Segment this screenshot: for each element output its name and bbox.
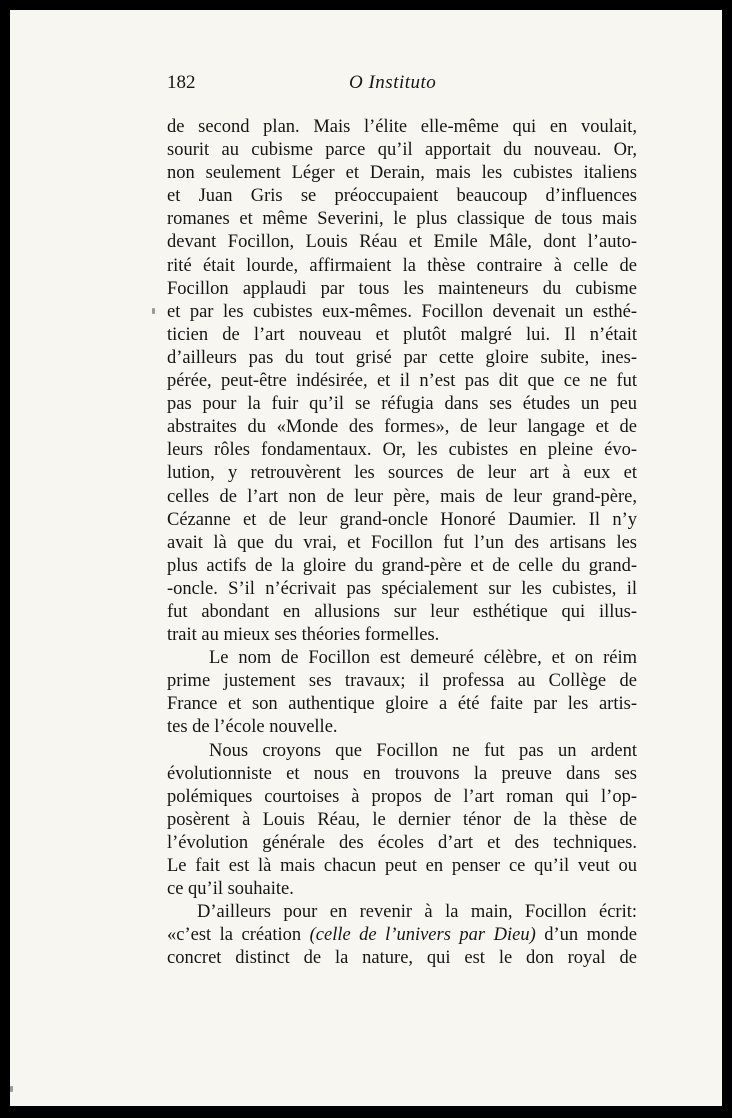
text-line: Focillon applaudi par tous les mainteneurs du cubisme [167, 278, 637, 299]
text-line: -oncle. S’il n’écrivait pas spécialement sur les cubistes, il [167, 578, 637, 599]
italic-aside: (celle de l’univers par Dieu) [309, 925, 536, 946]
text-line: tes de l’école nouvelle. [167, 717, 338, 738]
text-line: posèrent à Louis Réau, le dernier ténor de la thèse de [167, 809, 637, 830]
text-line: France et son authentique gloire a été faite par les artis- [167, 694, 637, 715]
text-line: Nous croyons que Focillon ne fut pas un ardent [209, 740, 637, 761]
text-line: lution, y retrouvèrent les sources de leur art à eux et [167, 463, 637, 484]
quote-continue-text: d’un monde [535, 925, 637, 946]
page-number: 182 [167, 72, 196, 93]
text-line: plus actifs de la gloire du grand-père et de celle du grand- [167, 555, 637, 576]
text-line: fut abondant en allusions sur leur esthétique qui illus- [167, 601, 637, 622]
text-line: polémiques courtoises à propos de l’art roman qui l’op- [167, 786, 637, 807]
book-page [10, 10, 722, 1106]
text-line: Cézanne et de leur grand-oncle Honoré Daumier. Il n’y [167, 509, 637, 530]
text-line: trait au mieux ses théories formelles. [167, 625, 440, 646]
text-line: Le fait est là mais chacun peut en penser ce qu’il veut ou [167, 856, 637, 876]
text-line: non seulement Léger et Derain, mais les cubistes italiens [167, 163, 637, 184]
scan-speck [152, 308, 155, 314]
text-line: avait là que du vrai, et Focillon fut l’un des artisans les [167, 532, 637, 553]
text-line: devant Focillon, Louis Réau et Emile Mâle, dont l’auto- [167, 232, 637, 253]
running-title: O Instituto [349, 72, 437, 93]
text-line: pérée, peut-être indésirée, et il n’est pas dit que ce ne fut [167, 371, 637, 392]
text-line: sourit au cubisme parce qu’il apportait du nouveau. Or, [167, 140, 637, 161]
text-line: pas pour la fuir qu’il se réfugia dans ses études un peu [167, 394, 637, 415]
text-line: évolutionniste et nous en trouvons la preuve dans ses [167, 763, 637, 784]
text-line: et Juan Gris se préoccupaient beaucoup d’influences [167, 186, 637, 207]
text-line: Le nom de Focillon est demeuré célèbre, et on réim [209, 648, 637, 669]
text-line: prime justement ses travaux; il professa au Collège de [167, 671, 637, 692]
scan-speck [10, 1086, 13, 1092]
text-line: ticien de l’art nouveau et plutôt malgré lui. Il n’était [167, 324, 637, 345]
page-header [167, 72, 635, 100]
body-text [167, 116, 637, 970]
text-line: d’ailleurs pas du tout grisé par cette gloire subite, ines- [167, 347, 637, 368]
text-line: abstraites du «Monde des formes», de leur langage et de [167, 417, 637, 438]
text-line: leurs rôles fondamentaux. Or, les cubistes en pleine évo- [167, 440, 637, 461]
text-line: concret distinct de la nature, qui est le don royal de [167, 948, 637, 969]
text-line: rité était lourde, affirmaient la thèse contraire à celle de [167, 255, 637, 276]
text-line: de second plan. Mais l’élite elle-même qui en voulait, [167, 117, 637, 137]
text-line: celles de l’art non de leur père, mais de leur grand-père, [167, 486, 637, 507]
text-line: D’ailleurs pour en revenir à la main, Focillon écrit: [197, 902, 637, 923]
text-line: et par les cubistes eux-mêmes. Focillon devenait un esthé- [167, 301, 637, 322]
text-line: ce qu’il souhaite. [167, 879, 294, 900]
quote-open-text: «c’est la création [167, 925, 310, 946]
text-line [167, 924, 637, 947]
text-line: l’évolution générale des écoles d’art et des techniques. [167, 832, 637, 853]
text-line: romanes et même Severini, le plus classique de tous mais [167, 209, 637, 230]
